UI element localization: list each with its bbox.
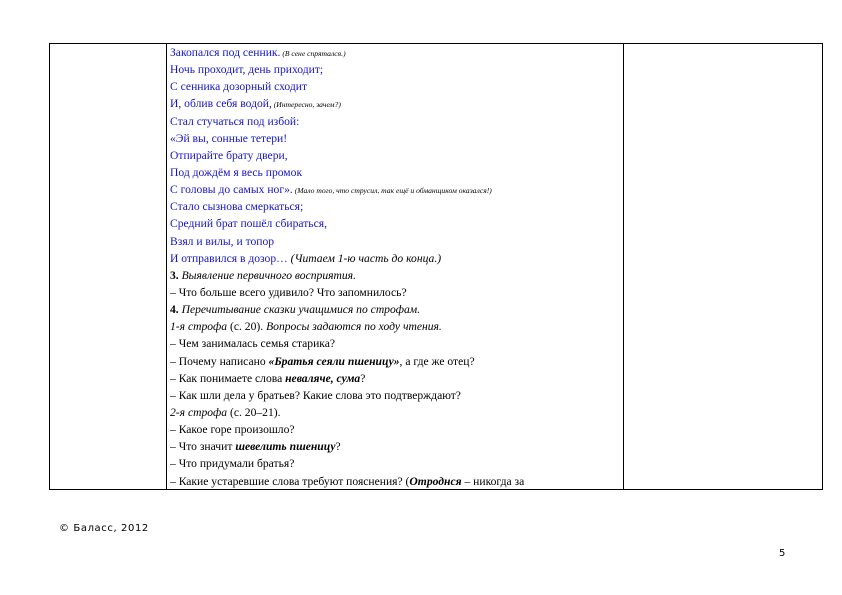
column-divider-1: [166, 44, 167, 489]
stanza-heading: 1-я строфа (с. 20). Вопросы задаются по ходу чтения.: [170, 320, 442, 334]
poem-line: С головы до самых ног». (Мало того, что струсил, так ещё и обманщиком оказался!): [170, 183, 492, 197]
copyright-footer: © Баласс, 2012: [59, 523, 149, 534]
question: – Что придумали братья?: [170, 457, 295, 471]
poem-note: (В сене спрятался.): [280, 49, 346, 58]
poem-line: Под дождём я весь промок: [170, 165, 303, 179]
poem-line: Стало сызнова смеркаться;: [170, 200, 304, 214]
question: – Какое горе произошло?: [170, 423, 295, 437]
poem-line: И, облив себя водой, (Интересно, зачем?): [170, 97, 341, 111]
poem-line: Взял и вилы, и топор: [170, 234, 275, 248]
question: – Как шли дела у братьев? Какие слова это подтверждают?: [170, 388, 461, 402]
poem-note: (Интересно, зачем?): [271, 100, 341, 110]
poem-line: Отпирайте брату двери,: [170, 148, 288, 162]
poem-line: «Эй вы, сонные тетери!: [170, 131, 288, 145]
section-heading: 3. Выявление первичного восприятия.: [170, 268, 356, 282]
question: – Что больше всего удивило? Что запомнилось?: [170, 285, 407, 299]
question: – Чем занималась семья старика?: [170, 337, 336, 351]
stanza-heading: 2-я строфа (с. 20–21).: [170, 405, 281, 419]
question: – Что значит шевелить пшеницу?: [170, 440, 341, 454]
poem-line: Закопался под сенник. (В сене спрятался.): [170, 46, 346, 59]
poem-line: Ночь проходит, день приходит;: [170, 63, 324, 77]
poem-line: С сенника дозорный сходит: [170, 80, 308, 94]
question: – Какие устаревшие слова требуют пояснения? (Отроднся – никогда за: [170, 474, 525, 488]
poem-line: И отправился в дозор… (Читаем 1-ю часть до конца.): [170, 251, 442, 265]
poem-note: (Мало того, что струсил, так ещё и обманщиком оказался!): [292, 186, 492, 196]
lesson-content: [170, 44, 622, 490]
section-heading: 4. Перечитывание сказки учащимися по строфам.: [170, 303, 421, 317]
question: – Как понимаете слова неваляче, сума?: [170, 371, 366, 385]
poem-line: Средний брат пошёл сбираться,: [170, 217, 327, 231]
poem-line: Стал стучаться под избой:: [170, 114, 300, 128]
question: – Почему написано «Братья сеяли пшеницу», а где же отец?: [170, 354, 475, 368]
column-divider-2: [623, 44, 624, 489]
page-number: 5: [779, 548, 786, 559]
